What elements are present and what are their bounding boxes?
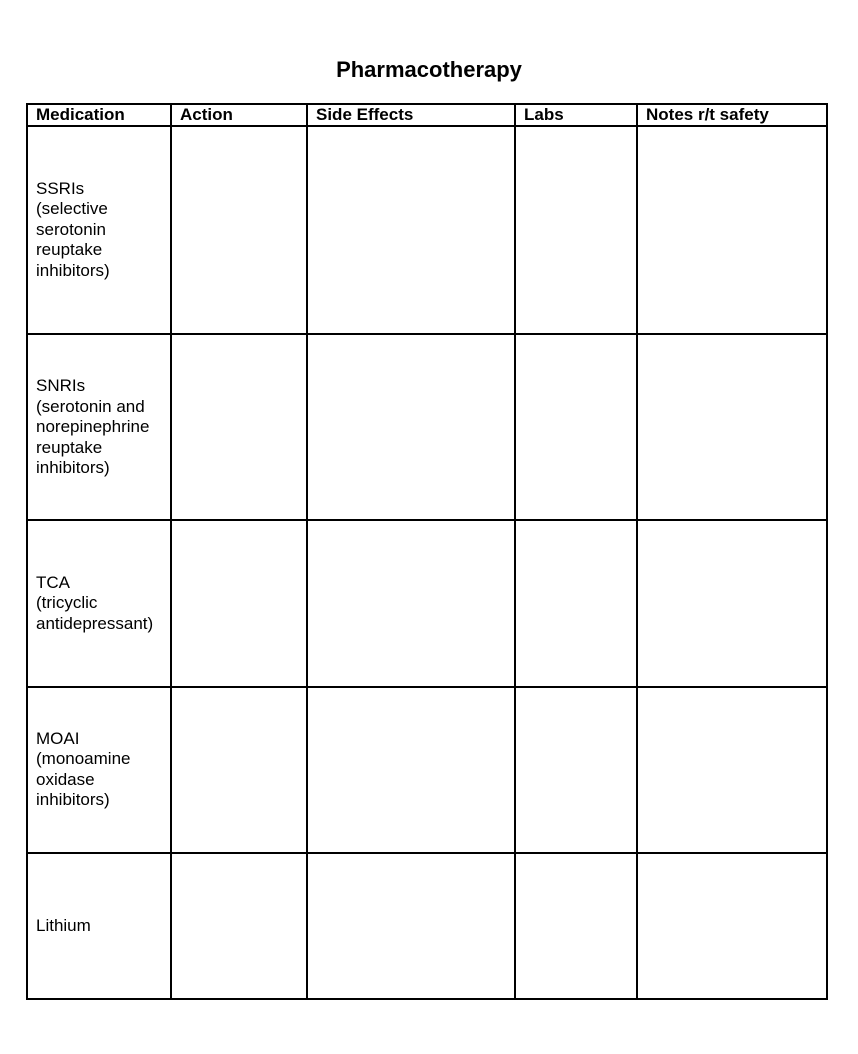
table-row [27, 126, 827, 334]
medication-name: SSRIs [36, 178, 85, 198]
page-title: Pharmacotherapy [336, 57, 522, 82]
table-row [27, 853, 827, 999]
action-cell[interactable] [171, 126, 307, 334]
action-cell[interactable] [171, 687, 307, 853]
medication-description: (selective serotonin reuptake inhibitors) [36, 199, 110, 280]
notes-cell[interactable] [637, 126, 827, 334]
labs-cell[interactable] [515, 853, 637, 999]
side-effects-cell[interactable] [307, 334, 515, 520]
medication-description: (monoamine oxidase inhibitors) [36, 749, 131, 810]
medication-name: MOAI [36, 728, 80, 748]
labs-cell[interactable] [515, 520, 637, 686]
table-row [27, 520, 827, 686]
medication-name: TCA [36, 572, 70, 592]
notes-cell[interactable] [637, 687, 827, 853]
header-notes-safety: Notes r/t safety [637, 104, 827, 126]
notes-cell[interactable] [637, 853, 827, 999]
labs-cell[interactable] [515, 334, 637, 520]
header-medication: Medication [27, 104, 171, 126]
side-effects-cell[interactable] [307, 520, 515, 686]
table-row [27, 334, 827, 520]
medication-description: (tricyclic antidepressant) [36, 593, 154, 633]
header-labs: Labs [515, 104, 637, 126]
header-side-effects: Side Effects [307, 104, 515, 126]
labs-cell[interactable] [515, 126, 637, 334]
medication-name: SNRIs [36, 376, 86, 396]
action-cell[interactable] [171, 520, 307, 686]
side-effects-cell[interactable] [307, 853, 515, 999]
medication-cell [27, 687, 171, 853]
notes-cell[interactable] [637, 520, 827, 686]
medication-description: (serotonin and norepinephrine reuptake inhibitors) [36, 396, 150, 478]
medication-name: Lithium [36, 915, 91, 935]
medication-cell [27, 334, 171, 520]
pharmacotherapy-table [26, 103, 828, 1000]
action-cell[interactable] [171, 334, 307, 520]
table-header-row [27, 104, 827, 126]
labs-cell[interactable] [515, 687, 637, 853]
side-effects-cell[interactable] [307, 687, 515, 853]
medication-cell [27, 126, 171, 334]
medication-cell [27, 520, 171, 686]
notes-cell[interactable] [637, 334, 827, 520]
side-effects-cell[interactable] [307, 126, 515, 334]
table-row [27, 687, 827, 853]
action-cell[interactable] [171, 853, 307, 999]
header-action: Action [171, 104, 307, 126]
medication-cell [27, 853, 171, 999]
